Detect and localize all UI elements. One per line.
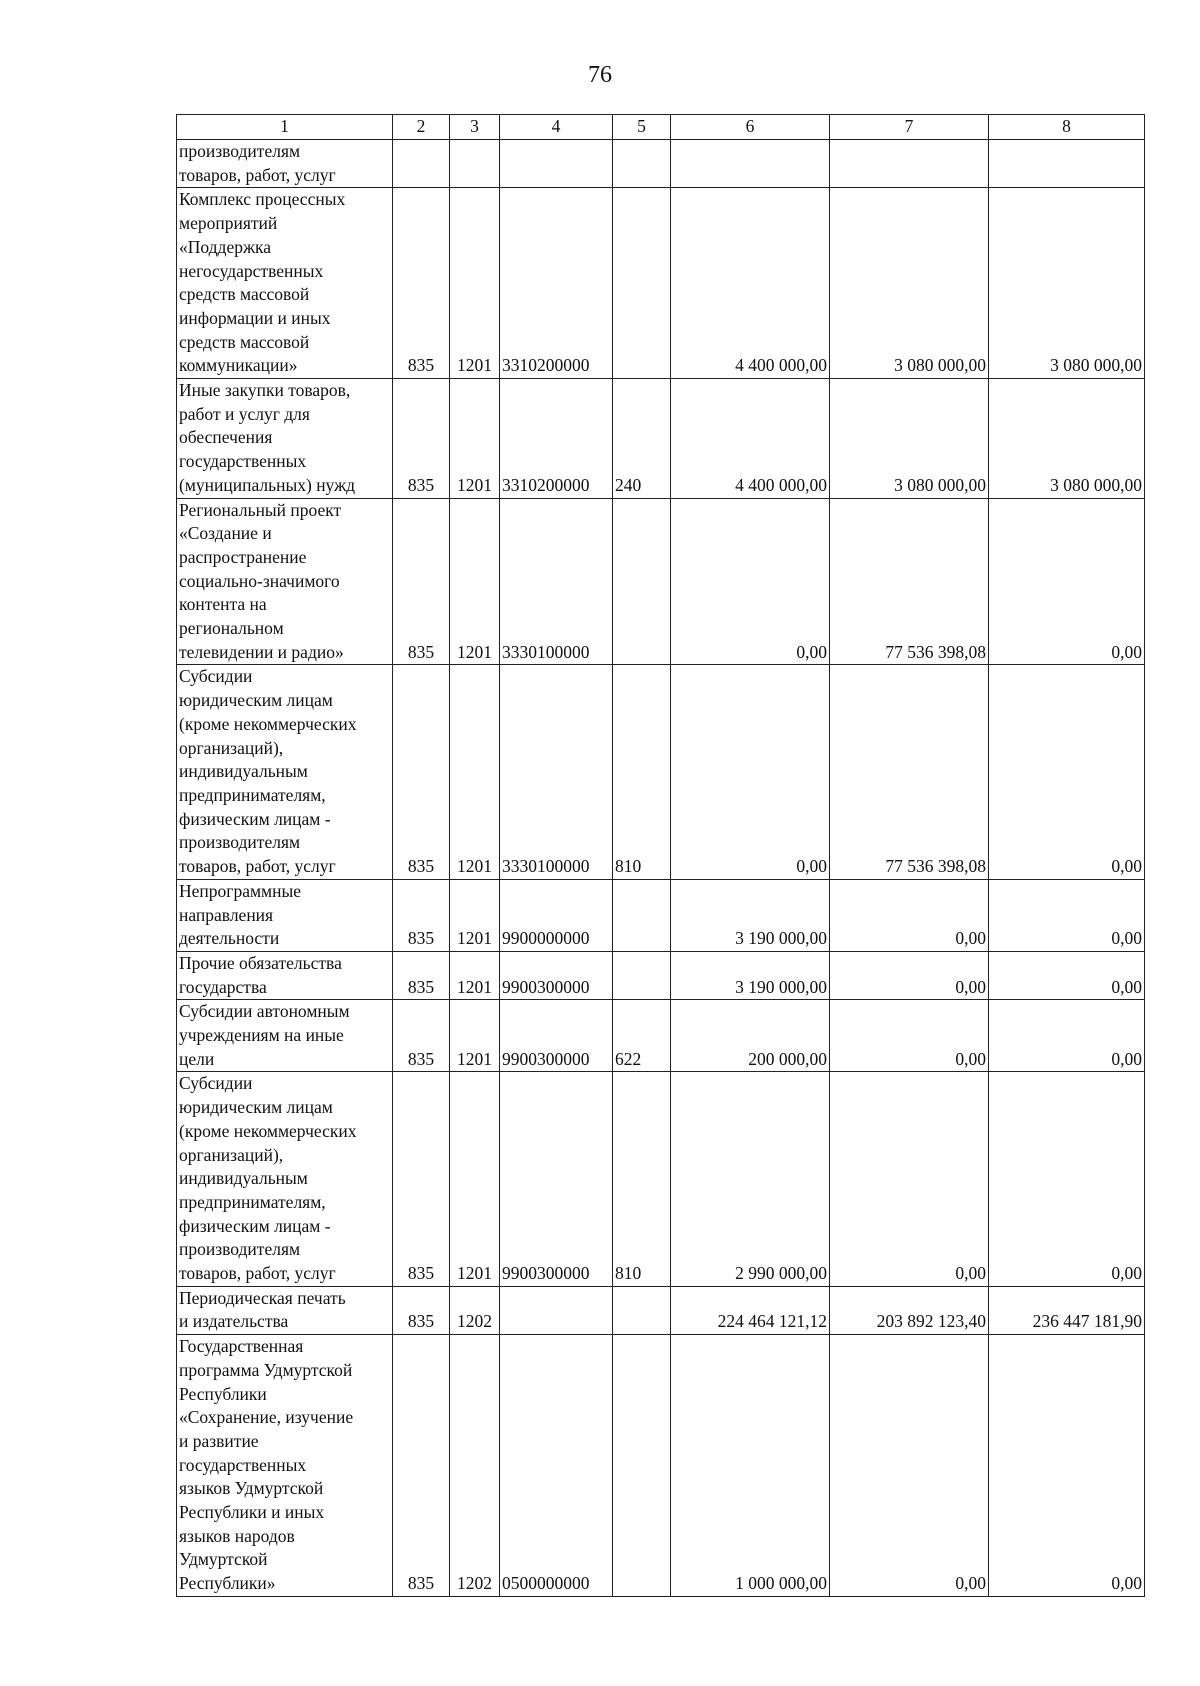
row-name-line: региональном: [179, 618, 284, 639]
row-name-line: юридическим лицам: [179, 690, 333, 711]
row-name-line: производителям: [179, 832, 301, 853]
section-code-cell: 1202: [450, 1286, 500, 1334]
expense-type-cell: [613, 1335, 671, 1597]
table-row: [177, 665, 1145, 879]
row-name-cell: [177, 1335, 393, 1597]
row-name-line: и развитие: [179, 1430, 259, 1451]
amount-col8-cell: 0,00: [989, 1072, 1145, 1286]
row-name-line: обеспечения: [179, 427, 273, 448]
section-code-cell: 1201: [450, 498, 500, 665]
row-name-line: телевидении и радио»: [179, 641, 344, 662]
amount-col6-cell: 0,00: [671, 665, 830, 879]
row-name-line: и издательства: [179, 1311, 289, 1332]
row-name-cell: [177, 498, 393, 665]
row-name-line: физическим лицам -: [179, 808, 331, 829]
amount-col6-cell: 4 400 000,00: [671, 379, 830, 499]
amount-col8-cell: 0,00: [989, 498, 1145, 665]
section-code-cell: 1201: [450, 1000, 500, 1072]
row-name-cell: [177, 665, 393, 879]
ministry-code-cell: 835: [393, 498, 450, 665]
header-cell: 7: [830, 115, 989, 140]
row-name-line: деятельности: [179, 928, 280, 949]
row-name-cell: [177, 879, 393, 951]
amount-col6-cell: 1 000 000,00: [671, 1335, 830, 1597]
row-name-line: Республики»: [179, 1573, 276, 1594]
row-name-cell: [177, 1000, 393, 1072]
amount-col8-cell: 0,00: [989, 1335, 1145, 1597]
expense-type-cell: [613, 951, 671, 999]
row-name-line: Иные закупки товаров,: [179, 380, 351, 401]
amount-col7-cell: 77 536 398,08: [830, 665, 989, 879]
header-cell: 3: [450, 115, 500, 140]
section-code-cell: 1202: [450, 1335, 500, 1597]
table-row: [177, 188, 1145, 379]
row-name-line: (муниципальных) нужд: [179, 474, 356, 495]
row-name-line: «Сохранение, изучение: [179, 1407, 354, 1428]
amount-col6-cell: 200 000,00: [671, 1000, 830, 1072]
row-name-line: языков Удмуртской: [179, 1478, 324, 1499]
target-code-cell: 3310200000: [500, 188, 613, 379]
ministry-code-cell: 835: [393, 665, 450, 879]
row-name-line: цели: [179, 1048, 215, 1069]
target-code-cell: 3330100000: [500, 665, 613, 879]
row-name-line: производителям: [179, 1239, 301, 1260]
row-name-line: физическим лицам -: [179, 1215, 331, 1236]
amount-col7-cell: 203 892 123,40: [830, 1286, 989, 1334]
row-name-line: языков народов: [179, 1525, 295, 1546]
section-code-cell: 1201: [450, 951, 500, 999]
amount-col7-cell: 0,00: [830, 951, 989, 999]
row-name-line: Республики: [179, 1383, 267, 1404]
ministry-code-cell: 835: [393, 1000, 450, 1072]
ministry-code-cell: [393, 140, 450, 188]
row-name-line: коммуникации»: [179, 355, 298, 376]
target-code-cell: [500, 140, 613, 188]
amount-col8-cell: 0,00: [989, 1000, 1145, 1072]
row-name-line: Субсидии автономным: [179, 1001, 350, 1022]
section-code-cell: 1201: [450, 665, 500, 879]
table-body: [177, 140, 1145, 1597]
row-name-line: Удмуртской: [179, 1549, 268, 1570]
row-name-line: индивидуальным: [179, 761, 308, 782]
amount-col6-cell: 3 190 000,00: [671, 879, 830, 951]
header-cell: 5: [613, 115, 671, 140]
header-cell: 8: [989, 115, 1145, 140]
row-name-line: программа Удмуртской: [179, 1359, 353, 1380]
target-code-cell: 3310200000: [500, 379, 613, 499]
row-name-line: организаций),: [179, 1144, 284, 1165]
table-row: [177, 879, 1145, 951]
expense-type-cell: [613, 1286, 671, 1334]
row-name-cell: [177, 1072, 393, 1286]
row-name-line: товаров, работ, услуг: [179, 164, 336, 185]
row-name-line: организаций),: [179, 737, 284, 758]
ministry-code-cell: 835: [393, 1335, 450, 1597]
amount-col7-cell: 0,00: [830, 1335, 989, 1597]
row-name-line: работ и услуг для: [179, 403, 310, 424]
budget-table: [176, 114, 1145, 1597]
expense-type-cell: 622: [613, 1000, 671, 1072]
header-cell: 1: [177, 115, 393, 140]
ministry-code-cell: 835: [393, 951, 450, 999]
section-code-cell: [450, 140, 500, 188]
row-name-line: предпринимателям,: [179, 784, 326, 805]
row-name-line: мероприятий: [179, 213, 278, 234]
row-name-line: государства: [179, 976, 267, 997]
target-code-cell: 9900300000: [500, 951, 613, 999]
row-name-line: предпринимателям,: [179, 1191, 326, 1212]
row-name-cell: [177, 140, 393, 188]
target-code-cell: 9900300000: [500, 1000, 613, 1072]
section-code-cell: 1201: [450, 1072, 500, 1286]
expense-type-cell: 240: [613, 379, 671, 499]
table-row: [177, 1335, 1145, 1597]
amount-col7-cell: 0,00: [830, 879, 989, 951]
row-name-line: Субсидии: [179, 1073, 253, 1094]
target-code-cell: [500, 1286, 613, 1334]
table-row: [177, 498, 1145, 665]
target-code-cell: 0500000000: [500, 1335, 613, 1597]
row-name-line: государственных: [179, 451, 307, 472]
amount-col7-cell: 0,00: [830, 1000, 989, 1072]
target-code-cell: 3330100000: [500, 498, 613, 665]
header-cell: 4: [500, 115, 613, 140]
amount-col6-cell: 0,00: [671, 498, 830, 665]
table-row: [177, 1000, 1145, 1072]
amount-col8-cell: 3 080 000,00: [989, 379, 1145, 499]
row-name-line: государственных: [179, 1454, 307, 1475]
table-row: [177, 1286, 1145, 1334]
expense-type-cell: [613, 498, 671, 665]
amount-col6-cell: [671, 140, 830, 188]
ministry-code-cell: 835: [393, 379, 450, 499]
amount-col6-cell: 2 990 000,00: [671, 1072, 830, 1286]
row-name-line: Республики и иных: [179, 1502, 325, 1523]
expense-type-cell: [613, 879, 671, 951]
amount-col6-cell: 224 464 121,12: [671, 1286, 830, 1334]
section-code-cell: 1201: [450, 879, 500, 951]
amount-col6-cell: 4 400 000,00: [671, 188, 830, 379]
amount-col6-cell: 3 190 000,00: [671, 951, 830, 999]
amount-col8-cell: 0,00: [989, 665, 1145, 879]
row-name-line: Региональный проект: [179, 499, 342, 520]
row-name-line: Прочие обязательства: [179, 952, 342, 973]
target-code-cell: 9900300000: [500, 1072, 613, 1286]
row-name-line: средств массовой: [179, 284, 310, 305]
amount-col7-cell: 3 080 000,00: [830, 379, 989, 499]
section-code-cell: 1201: [450, 379, 500, 499]
row-name-line: Непрограммные: [179, 880, 302, 901]
target-code-cell: 9900000000: [500, 879, 613, 951]
row-name-line: индивидуальным: [179, 1168, 308, 1189]
amount-col8-cell: 3 080 000,00: [989, 188, 1145, 379]
row-name-line: юридическим лицам: [179, 1097, 333, 1118]
row-name-cell: [177, 1286, 393, 1334]
row-name-line: направления: [179, 904, 274, 925]
row-name-line: Периодическая печать: [179, 1287, 346, 1308]
row-name-line: (кроме некоммерческих: [179, 1120, 357, 1141]
table-row: [177, 379, 1145, 499]
amount-col8-cell: 0,00: [989, 951, 1145, 999]
expense-type-cell: [613, 188, 671, 379]
amount-col7-cell: 3 080 000,00: [830, 188, 989, 379]
row-name-line: негосударственных: [179, 260, 324, 281]
table-row: [177, 140, 1145, 188]
amount-col8-cell: [989, 140, 1145, 188]
row-name-line: Государственная: [179, 1336, 304, 1357]
row-name-line: товаров, работ, услуг: [179, 1263, 336, 1284]
row-name-line: товаров, работ, услуг: [179, 856, 336, 877]
expense-type-cell: 810: [613, 1072, 671, 1286]
row-name-line: информации и иных: [179, 307, 331, 328]
row-name-cell: [177, 379, 393, 499]
section-code-cell: 1201: [450, 188, 500, 379]
amount-col7-cell: [830, 140, 989, 188]
header-cell: 6: [671, 115, 830, 140]
expense-type-cell: 810: [613, 665, 671, 879]
row-name-line: социально-значимого: [179, 570, 340, 591]
table-row: [177, 951, 1145, 999]
row-name-line: производителям: [179, 141, 301, 161]
expense-type-cell: [613, 140, 671, 188]
row-name-line: (кроме некоммерческих: [179, 713, 357, 734]
page-number: 76: [588, 62, 612, 88]
ministry-code-cell: 835: [393, 188, 450, 379]
row-name-line: средств массовой: [179, 331, 310, 352]
header-cell: 2: [393, 115, 450, 140]
ministry-code-cell: 835: [393, 879, 450, 951]
amount-col7-cell: 77 536 398,08: [830, 498, 989, 665]
amount-col8-cell: 236 447 181,90: [989, 1286, 1145, 1334]
header-row: [177, 115, 1145, 140]
amount-col8-cell: 0,00: [989, 879, 1145, 951]
row-name-line: «Создание и: [179, 523, 272, 544]
row-name-line: «Поддержка: [179, 236, 272, 257]
row-name-cell: [177, 951, 393, 999]
row-name-cell: [177, 188, 393, 379]
table-row: [177, 1072, 1145, 1286]
row-name-line: распространение: [179, 546, 307, 567]
ministry-code-cell: 835: [393, 1072, 450, 1286]
amount-col7-cell: 0,00: [830, 1072, 989, 1286]
row-name-line: Комплекс процессных: [179, 189, 346, 210]
row-name-line: контента на: [179, 594, 267, 615]
row-name-line: Субсидии: [179, 666, 253, 687]
ministry-code-cell: 835: [393, 1286, 450, 1334]
row-name-line: учреждениям на иные: [179, 1025, 344, 1046]
